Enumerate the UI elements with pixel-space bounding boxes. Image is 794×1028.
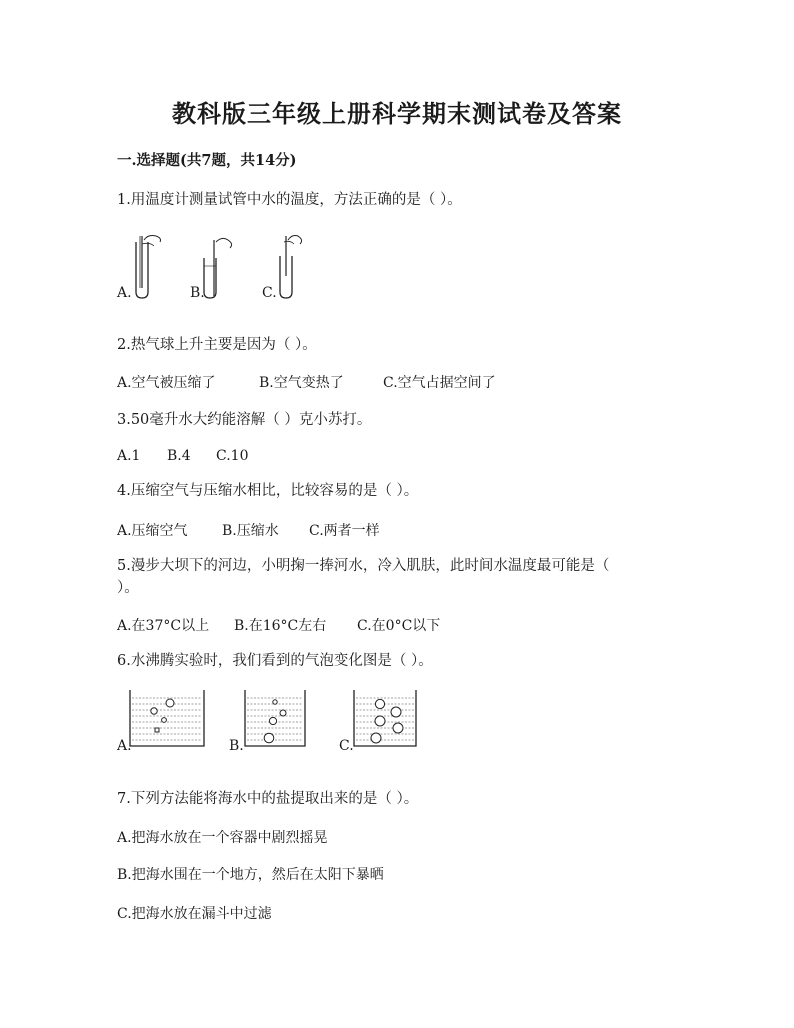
boiling-beaker-bubbles-icon <box>128 688 206 750</box>
option-b: B.4 <box>167 448 191 464</box>
question-5-line-2: ）。 <box>117 580 139 596</box>
section-title: 一.选择题(共7题，共14分) <box>117 152 297 169</box>
thermometer-in-test-tube-icon <box>130 230 170 300</box>
option-label: B. <box>229 738 244 754</box>
question-6: 6.水沸腾实验时，我们看到的气泡变化图是（ ）。 <box>117 653 433 669</box>
question-7: 7.下列方法能将海水中的盐提取出来的是（ ）。 <box>117 791 419 807</box>
option-a: A.空气被压缩了 <box>117 375 216 391</box>
option-label: C. <box>339 738 354 754</box>
option-a: A.压缩空气 <box>117 523 188 539</box>
option-label: A. <box>117 285 132 301</box>
question-3: 3.50毫升水大约能溶解（ ）克小苏打。 <box>117 412 372 428</box>
option-c: C.把海水放在漏斗中过滤 <box>117 906 272 922</box>
option-label: A. <box>117 738 132 754</box>
question-5-line-1: 5.漫步大坝下的河边，小明掬一捧河水，冷入肌肤，此时间水温度最可能是（ <box>117 558 610 574</box>
option-c: C.10 <box>216 448 249 464</box>
option-a: A.1 <box>117 448 141 464</box>
question-4: 4.压缩空气与压缩水相比，比较容易的是（ ）。 <box>117 483 419 499</box>
option-b: B.把海水围在一个地方，然后在太阳下暴晒 <box>117 867 384 883</box>
option-b: B.压缩水 <box>222 523 279 539</box>
boiling-beaker-bubbles-icon <box>243 688 307 750</box>
question-1: 1.用温度计测量试管中水的温度，方法正确的是（ ）。 <box>117 192 462 208</box>
option-a: A.把海水放在一个容器中剧烈摇晃 <box>117 830 328 846</box>
boiling-beaker-bubbles-icon <box>352 688 418 750</box>
option-c: C.在0°C以下 <box>357 618 441 634</box>
option-c: C.空气占据空间了 <box>383 375 496 391</box>
option-b: B.在16°C左右 <box>234 618 327 634</box>
option-label: C. <box>262 285 277 301</box>
option-a: A.在37°C以上 <box>117 618 210 634</box>
option-c: C.两者一样 <box>309 523 380 539</box>
question-2: 2.热气球上升主要是因为（ ）。 <box>117 337 317 353</box>
option-label: B. <box>190 285 205 301</box>
option-b: B.空气变热了 <box>259 375 344 391</box>
page-title: 教科版三年级上册科学期末测试卷及答案 <box>172 99 622 128</box>
